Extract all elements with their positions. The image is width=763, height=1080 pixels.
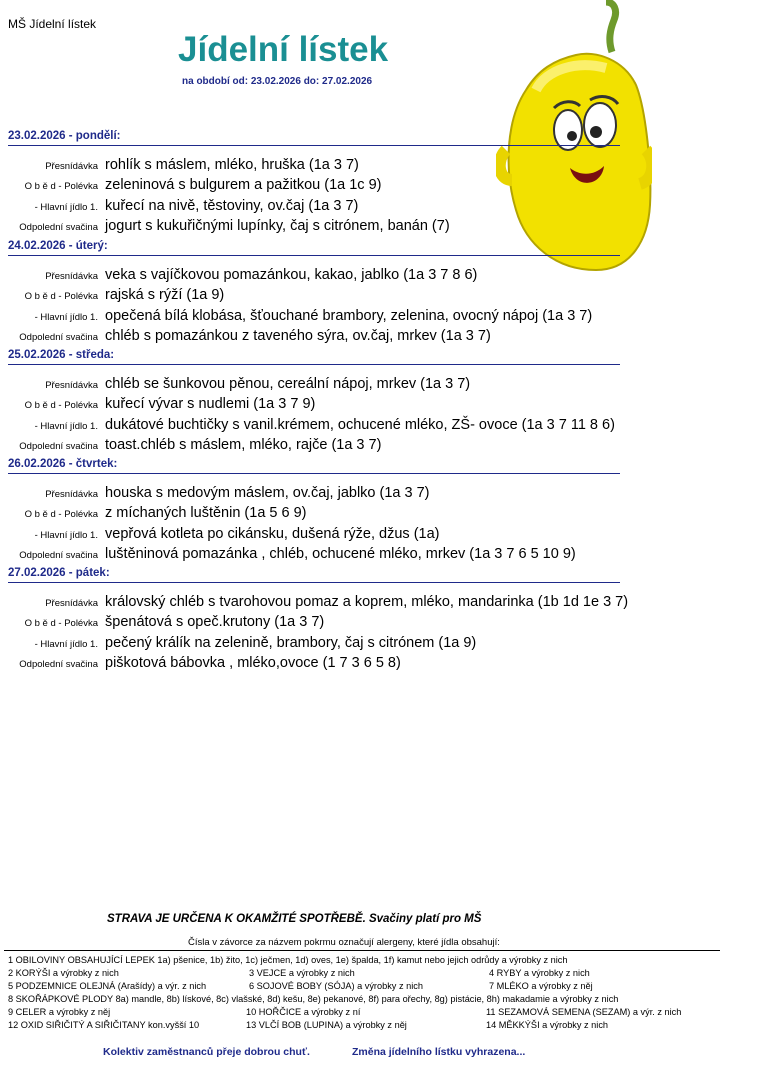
meal-label-snack-am: Přesnídávka xyxy=(45,380,98,391)
day-header: 24.02.2026 - úterý: xyxy=(8,240,108,252)
meal-label-main-dish: - Hlavní jídlo 1. xyxy=(34,202,98,213)
meal-main-dish: kuřecí na nivě, těstoviny, ov.čaj (1a 3 7) xyxy=(105,198,359,214)
meal-snack-pm: luštěninová pomazánka , chléb, ochucené mléko, mrkev (1a 3 7 6 5 10 9) xyxy=(105,546,576,562)
day-divider xyxy=(8,145,620,146)
day-header: 27.02.2026 - pátek: xyxy=(8,567,110,579)
day-header: 25.02.2026 - středa: xyxy=(8,349,115,361)
closing-disclaimer: Změna jídelního lístku vyhrazena... xyxy=(352,1046,526,1058)
day-header: 23.02.2026 - pondělí: xyxy=(8,130,121,142)
meal-main-dish: dukátové buchtičky s vanil.krémem, ochucené mléko, ZŠ- ovoce (1a 3 7 11 8 6) xyxy=(105,417,615,433)
allergen-item: 9 CELER a výrobky z něj xyxy=(8,1007,111,1017)
meal-soup: špenátová s opeč.krutony (1a 3 7) xyxy=(105,614,325,630)
yellow-pepper-mascot-icon xyxy=(496,0,652,276)
meal-label-snack-pm: Odpolední svačina xyxy=(19,550,98,561)
meal-label-main-dish: - Hlavní jídlo 1. xyxy=(34,639,98,650)
meal-snack-am: rohlík s máslem, mléko, hruška (1a 3 7) xyxy=(105,157,359,173)
allergen-item: 12 OXID SIŘIČITÝ A SIŘIČITANY kon.vyšší 10 xyxy=(8,1020,200,1030)
meal-snack-am: houska s medovým máslem, ov.čaj, jablko (1a 3 7) xyxy=(105,485,430,501)
allergen-item: 6 SOJOVÉ BOBY (SÓJA) a výrobky z nich xyxy=(249,981,423,991)
food-notice: STRAVA JE URČENA K OKAMŽITÉ SPOTŘEBĚ. Svačiny platí pro MŠ xyxy=(107,913,482,925)
meal-soup: zeleninová s bulgurem a pažitkou (1a 1c 9) xyxy=(105,177,382,193)
allergen-item: 14 MĚKKÝŠI a výrobky z nich xyxy=(486,1020,609,1030)
meal-label-snack-pm: Odpolední svačina xyxy=(19,332,98,343)
meal-label-soup: O b ě d - Polévka xyxy=(24,181,98,192)
meal-label-soup: O b ě d - Polévka xyxy=(24,509,98,520)
day-divider xyxy=(8,582,620,583)
allergen-intro: Čísla v závorce za názvem pokrmu označují alergeny, které jídla obsahují: xyxy=(188,937,500,948)
meal-label-snack-am: Přesnídávka xyxy=(45,271,98,282)
meal-label-soup: O b ě d - Polévka xyxy=(24,400,98,411)
footer-divider xyxy=(4,950,720,951)
meal-soup: z míchaných luštěnin (1a 5 6 9) xyxy=(105,505,307,521)
day-divider xyxy=(8,473,620,474)
meal-label-snack-am: Přesnídávka xyxy=(45,161,98,172)
page-title: Jídelní lístek xyxy=(178,30,389,69)
day-divider xyxy=(8,255,620,256)
meal-main-dish: vepřová kotleta po cikánsku, dušená rýže, džus (1a) xyxy=(105,526,440,542)
meal-label-snack-am: Přesnídávka xyxy=(45,598,98,609)
allergen-item: 2 KORÝŠI a výrobky z nich xyxy=(8,968,119,978)
allergen-item: 7 MLÉKO a výrobky z něj xyxy=(489,981,593,991)
meal-label-main-dish: - Hlavní jídlo 1. xyxy=(34,421,98,432)
allergen-item: 5 PODZEMNICE OLEJNÁ (Arašídy) a výr. z nich xyxy=(8,981,207,991)
meal-snack-am: královský chléb s tvarohovou pomaz a koprem, mléko, mandarinka (1b 1d 1e 3 7) xyxy=(105,594,629,610)
meal-soup: kuřecí vývar s nudlemi (1a 3 7 9) xyxy=(105,396,316,412)
meal-snack-pm: jogurt s kukuřičnými lupínky, čaj s citrónem, banán (7) xyxy=(105,218,450,234)
allergen-item: 3 VEJCE a výrobky z nich xyxy=(249,968,355,978)
meal-label-snack-am: Přesnídávka xyxy=(45,489,98,500)
meal-snack-pm: toast.chléb s máslem, mléko, rajče (1a 3 7) xyxy=(105,437,382,453)
day-header: 26.02.2026 - čtvrtek: xyxy=(8,458,118,470)
meal-label-main-dish: - Hlavní jídlo 1. xyxy=(34,312,98,323)
closing-greeting: Kolektiv zaměstnanců přeje dobrou chuť. xyxy=(103,1046,310,1058)
period-range: na období od: 23.02.2026 do: 27.02.2026 xyxy=(182,76,373,87)
meal-snack-pm: chléb s pomazánkou z taveného sýra, ov.čaj, mrkev (1a 3 7) xyxy=(105,328,491,344)
allergen-item: 10 HOŘČICE a výrobky z ní xyxy=(246,1007,361,1017)
meal-main-dish: pečený králík na zelenině, brambory, čaj s citrónem (1a 9) xyxy=(105,635,477,651)
meal-snack-am: chléb se šunkovou pěnou, cereální nápoj, mrkev (1a 3 7) xyxy=(105,376,471,392)
meal-label-soup: O b ě d - Polévka xyxy=(24,618,98,629)
school-label: MŠ Jídelní lístek xyxy=(8,17,97,31)
meal-soup: rajská s rýží (1a 9) xyxy=(105,287,225,303)
meal-label-snack-pm: Odpolední svačina xyxy=(19,441,98,452)
meal-label-snack-pm: Odpolední svačina xyxy=(19,222,98,233)
day-divider xyxy=(8,364,620,365)
allergen-item: 11 SEZAMOVÁ SEMENA (SEZAM) a výr. z nich xyxy=(486,1007,682,1017)
meal-snack-am: veka s vajíčkovou pomazánkou, kakao, jablko (1a 3 7 8 6) xyxy=(105,267,478,283)
allergen-line-8: 8 SKOŘÁPKOVÉ PLODY 8a) mandle, 8b) lískové, 8c) vlašské, 8d) kešu, 8e) pekanové, 8f) para ořechy, 8g) pistácie, 8h) makadamie a výrobky z nich xyxy=(8,994,619,1004)
meal-snack-pm: piškotová bábovka , mléko,ovoce (1 7 3 6 5 8) xyxy=(105,655,401,671)
allergen-item: 4 RYBY a výrobky z nich xyxy=(489,968,590,978)
meal-label-snack-pm: Odpolední svačina xyxy=(19,659,98,670)
meal-label-main-dish: - Hlavní jídlo 1. xyxy=(34,530,98,541)
allergen-line-1: 1 OBILOVINY OBSAHUJÍCÍ LEPEK 1a) pšenice, 1b) žito, 1c) ječmen, 1d) oves, 1e) špalda, 1f) kamut nebo jejich odrůdy a výrobky z nich xyxy=(8,955,568,965)
allergen-item: 13 VLČÍ BOB (LUPINA) a výrobky z něj xyxy=(246,1020,407,1030)
meal-label-soup: O b ě d - Polévka xyxy=(24,291,98,302)
meal-main-dish: opečená bílá klobása, šťouchané brambory, zelenina, ovocný nápoj (1a 3 7) xyxy=(105,308,593,324)
